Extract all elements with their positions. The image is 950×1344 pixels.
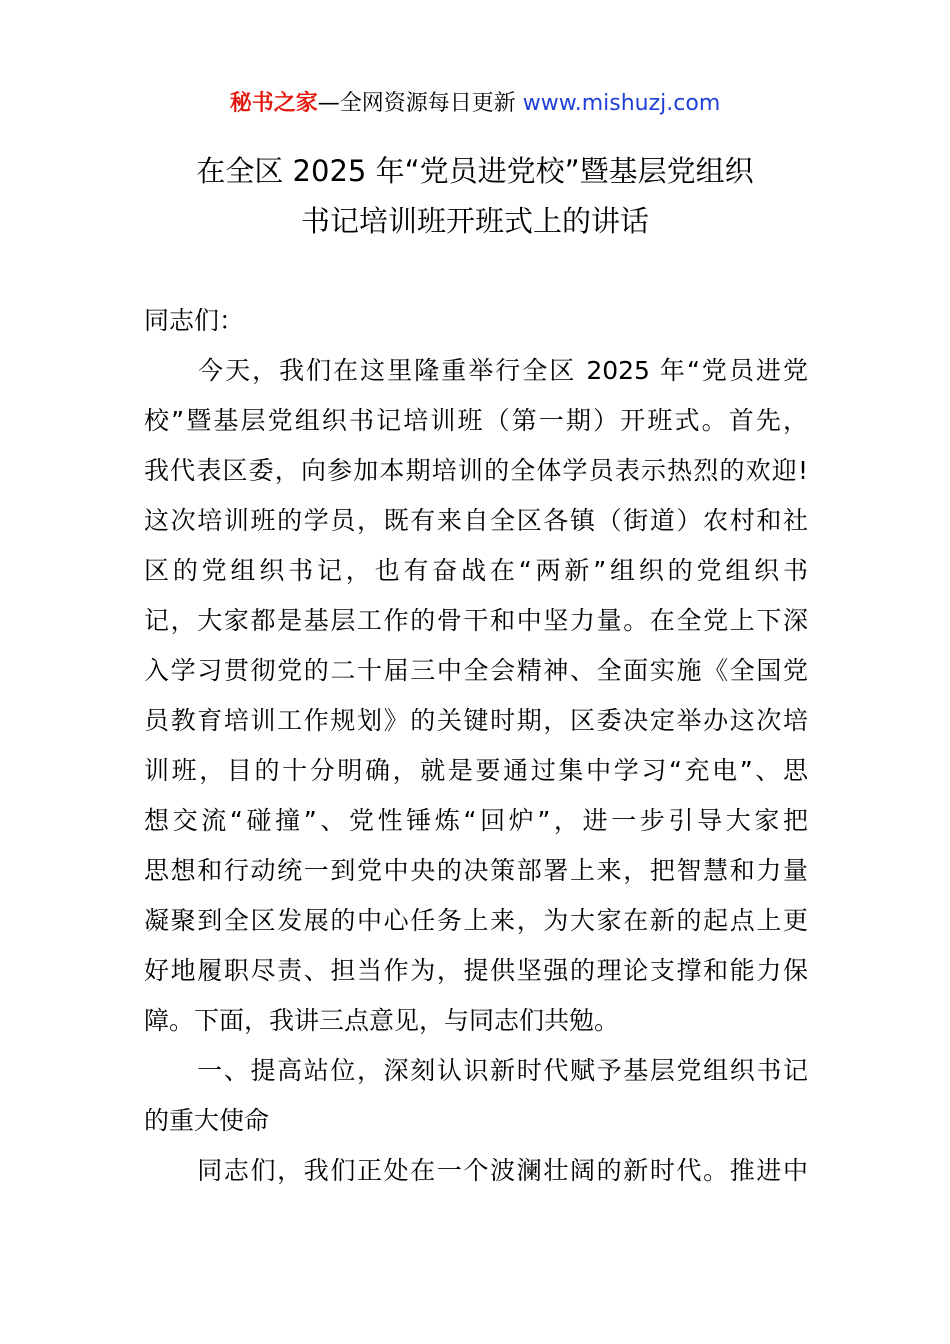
body-line: 区的党组织书记，也有奋战在“两新”组织的党组织书	[144, 556, 808, 585]
title-line-2: 书记培训班开班式上的讲话	[300, 204, 649, 238]
section-heading-line: 一、提高站位，深刻认识新时代赋予基层党组织书记	[144, 1056, 808, 1085]
body-line: 员教育培训工作规划》的关键时期，区委决定举办这次培	[144, 706, 808, 735]
body-line: 好地履职尽责、担当作为，提供坚强的理论支撑和能力保	[144, 956, 808, 985]
body-line: 凝聚到全区发展的中心任务上来，为大家在新的起点上更	[144, 906, 808, 935]
body-line: 障。下面，我讲三点意见，与同志们共勉。	[144, 1006, 620, 1035]
body-line: 校”暨基层党组织书记培训班（第一期）开班式。首先，	[144, 406, 808, 435]
body-line: 训班，目的十分明确，就是要通过集中学习“充电”、思	[144, 756, 808, 785]
section-heading-line: 的重大使命	[144, 1106, 270, 1135]
speech-body	[144, 296, 808, 1196]
body-line: 想交流“碰撞”、党性锤炼“回炉”，进一步引导大家把	[144, 806, 808, 835]
salutation: 同志们：	[144, 306, 245, 335]
body-line: 记，大家都是基层工作的骨干和中坚力量。在全党上下深	[144, 606, 808, 635]
body-line: 我代表区委，向参加本期培训的全体学员表示热烈的欢迎!	[144, 456, 808, 485]
document-title	[0, 146, 950, 246]
brand-name: 秘书之家	[229, 91, 318, 116]
body-line: 今天，我们在这里隆重举行全区 2025 年“党员进党	[144, 356, 808, 385]
site-header	[0, 88, 950, 120]
body-line: 思想和行动统一到党中央的决策部署上来，把智慧和力量	[144, 856, 808, 885]
site-url-link[interactable]: www.mishuzj.com	[522, 91, 721, 116]
body-line: 同志们，我们正处在一个波澜壮阔的新时代。推进中	[144, 1156, 808, 1185]
body-line: 这次培训班的学员，既有来自全区各镇（街道）农村和社	[144, 506, 808, 535]
title-line-1: 在全区 2025 年“党员进党校”暨基层党组织	[196, 154, 754, 188]
header-tagline: —全网资源每日更新	[317, 91, 523, 116]
body-line: 入学习贯彻党的二十届三中全会精神、全面实施《全国党	[144, 656, 808, 685]
